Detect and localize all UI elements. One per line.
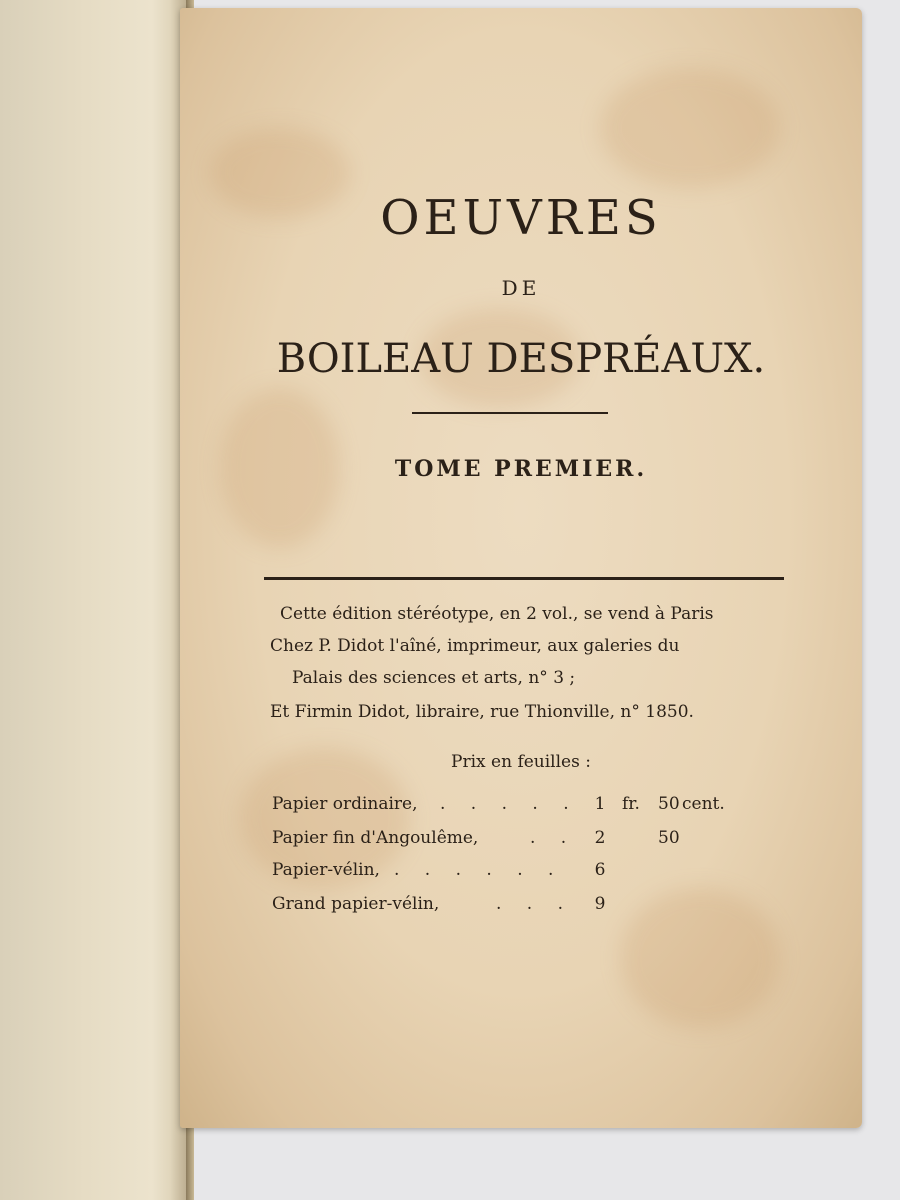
price-cents: 50: [658, 828, 680, 848]
short-rule: [412, 412, 608, 414]
author-name: BOILEAU DESPRÉAUX.: [276, 336, 766, 382]
volume-label: TOME PREMIER.: [394, 456, 648, 482]
paper-type: Grand papier-vélin,: [272, 894, 440, 914]
price-cents: 50: [658, 794, 680, 814]
imprint-line: Chez P. Didot l'aîné, imprimeur, aux galeries du: [270, 636, 680, 656]
imprint-line: Et Firmin Didot, libraire, rue Thionville, n° 1850.: [270, 702, 694, 722]
imprint-line: Palais des sciences et arts, n° 3 ;: [292, 668, 576, 688]
franc-unit: fr.: [622, 794, 640, 814]
price-row: [272, 860, 792, 890]
title-preposition: DE: [501, 276, 541, 300]
price-heading: Prix en feuilles :: [451, 752, 591, 772]
paper-type: Papier fin d'Angoulême,: [272, 828, 479, 848]
price-francs: 9: [594, 894, 606, 914]
price-francs: 1: [594, 794, 606, 814]
leader-dots: . . . . .: [440, 794, 579, 814]
price-row: [272, 894, 792, 924]
imprint-line: Cette édition stéréotype, en 2 vol., se vend à Paris: [280, 604, 714, 624]
title-page: [180, 8, 862, 1128]
leader-dots: . . . . . .: [394, 860, 564, 880]
leader-dots: . . .: [496, 894, 574, 914]
price-row: [272, 828, 792, 858]
facing-blank-page: [0, 0, 190, 1200]
cent-unit: cent.: [682, 794, 725, 814]
leader-dots: . .: [530, 828, 577, 848]
long-rule: [264, 577, 784, 580]
price-francs: 6: [594, 860, 606, 880]
foxing-stain: [600, 68, 780, 188]
book-title: OEUVRES: [380, 190, 662, 246]
paper-type: Papier ordinaire,: [272, 794, 418, 814]
price-francs: 2: [594, 828, 606, 848]
price-row: [272, 794, 792, 824]
paper-type: Papier-vélin,: [272, 860, 380, 880]
